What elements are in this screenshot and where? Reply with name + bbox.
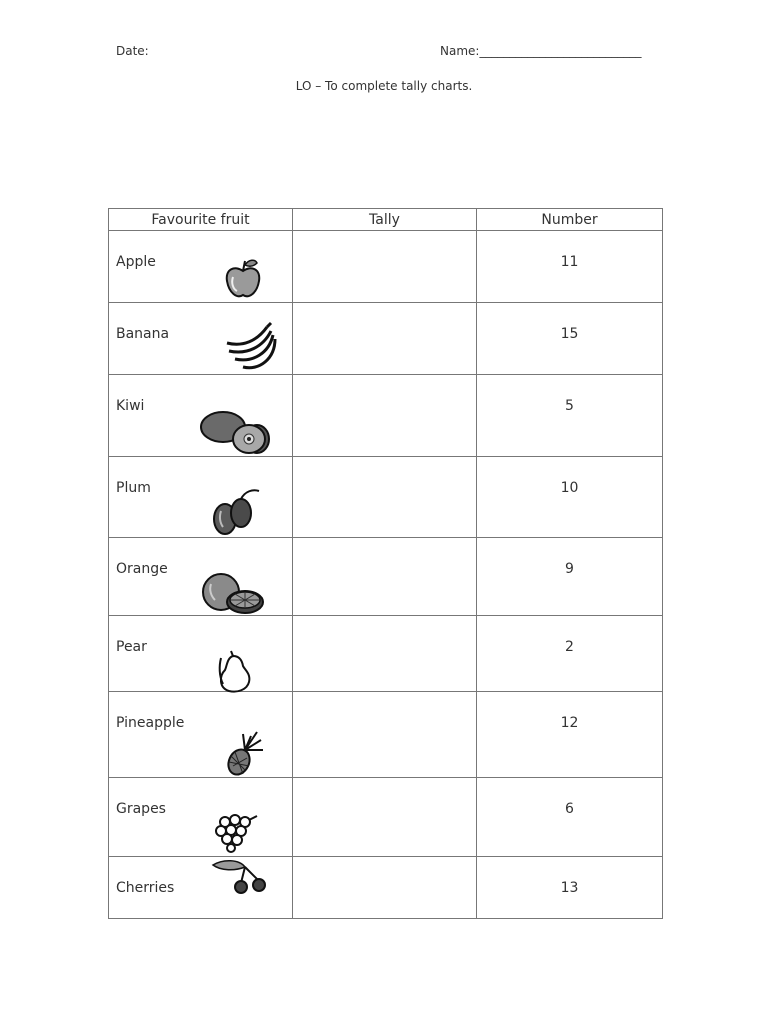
fruit-cell [109,231,293,303]
grapes-icon [211,814,259,854]
table-row [109,303,663,375]
tally-cell[interactable] [293,616,477,692]
fruit-cell [109,375,293,457]
kiwi-icon [199,409,271,455]
number-cell [477,538,663,616]
table-row [109,457,663,538]
fruit-cell [109,692,293,778]
fruit-count: 13 [560,880,579,896]
cherries-icon [211,859,271,895]
number-cell [477,692,663,778]
learning-objective: LO – To complete tally charts. [295,79,473,93]
tally-cell[interactable] [293,857,477,919]
column-header-number: Number [477,209,663,231]
fruit-name: Grapes [116,801,166,817]
tally-table [108,208,663,919]
fruit-count: 12 [560,715,579,731]
table-row [109,375,663,457]
fruit-name: Cherries [116,880,175,896]
tally-cell[interactable] [293,457,477,538]
fruit-count: 5 [565,398,574,414]
fruit-count: 10 [560,480,579,496]
fruit-cell [109,303,293,375]
pear-icon [215,650,255,694]
fruit-name: Apple [116,254,156,270]
table-row [109,692,663,778]
number-cell [477,857,663,919]
fruit-name: Banana [116,326,170,342]
tally-cell[interactable] [293,375,477,457]
fruit-cell [109,457,293,538]
fruit-name: Plum [116,480,151,496]
fruit-count: 15 [560,326,579,342]
number-cell [477,616,663,692]
table-header-row [109,209,663,231]
fruit-count: 9 [565,561,574,577]
table-row [109,778,663,857]
apple-icon [221,257,265,301]
fruit-name: Kiwi [116,398,145,414]
date-label: Date: [116,44,149,58]
tally-cell[interactable] [293,692,477,778]
column-header-fruit: Favourite fruit [109,209,293,231]
tally-cell[interactable] [293,231,477,303]
banana-icon [223,321,279,373]
table-row [109,231,663,303]
fruit-name: Pineapple [116,715,185,731]
name-label: Name:___________________________ [440,44,642,58]
fruit-cell [109,616,293,692]
number-cell [477,375,663,457]
tally-cell[interactable] [293,303,477,375]
number-cell [477,231,663,303]
fruit-count: 11 [560,254,579,270]
fruit-cell [109,538,293,616]
tally-cell[interactable] [293,778,477,857]
column-header-tally: Tally [293,209,477,231]
pineapple-icon [223,730,265,778]
fruit-cell [109,857,293,919]
tally-cell[interactable] [293,538,477,616]
fruit-count: 2 [565,639,574,655]
fruit-count: 6 [565,801,574,817]
orange-icon [199,572,265,616]
number-cell [477,457,663,538]
table-row [109,538,663,616]
table-row [109,857,663,919]
table-row [109,616,663,692]
number-cell [477,778,663,857]
fruit-cell [109,778,293,857]
number-cell [477,303,663,375]
fruit-name: Orange [116,561,168,577]
fruit-name: Pear [116,639,147,655]
plum-icon [211,487,263,537]
